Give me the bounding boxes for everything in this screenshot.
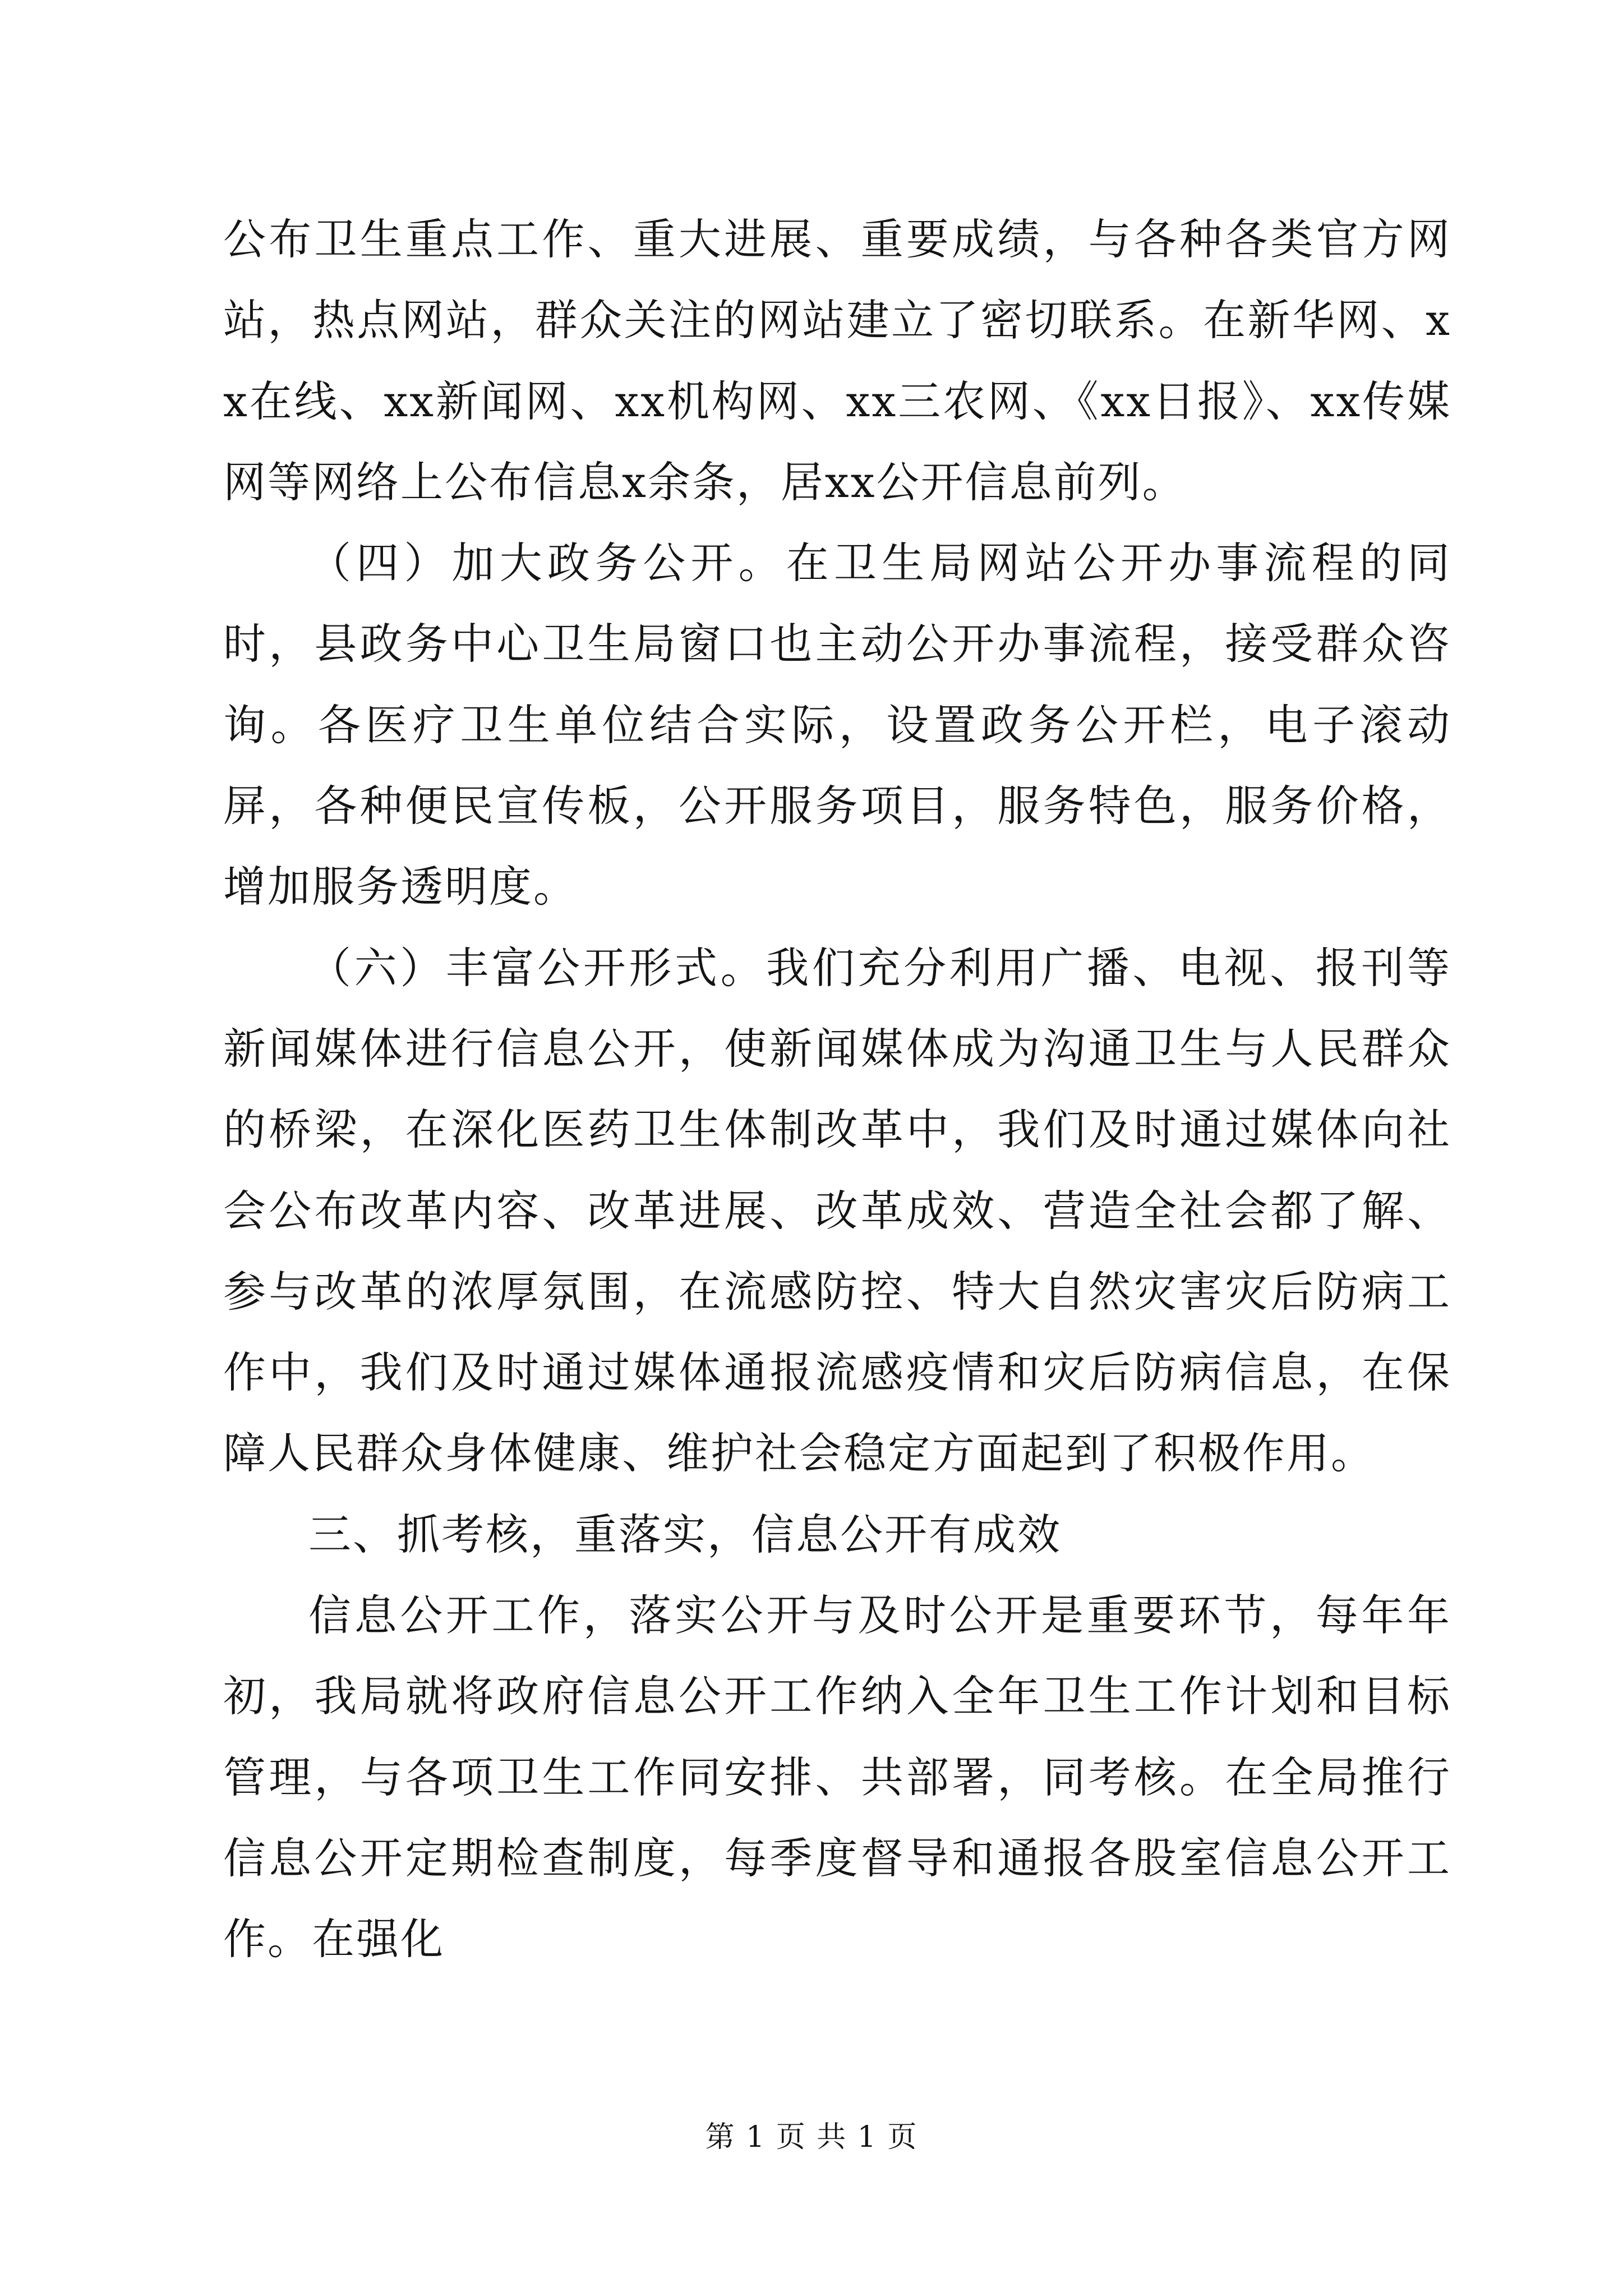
paragraph-continuation: 公布卫生重点工作、重大进展、重要成绩，与各种各类官方网站，热点网站，群众关注的网站建立了密切联系。在新华网、xx在线、xx新闻网、xx机构网、xx三农网、《xx日报》、xx传媒网等网络上公布信息x余条，居xx公开信息前列。 [223, 214, 1451, 507]
document-body [223, 199, 1451, 1980]
paragraph-final: 信息公开工作，落实公开与及时公开是重要环节，每年年初，我局就将政府信息公开工作纳入全年卫生工作计划和目标管理，与各项卫生工作同安排、共部署，同考核。在全局推行信息公开定期检查制度，每季度督导和通报各股室信息公开工作。在强化 [223, 1590, 1451, 1964]
section-heading-3: 三、抓考核，重落实，信息公开有成效 [308, 1509, 1062, 1559]
paragraph-section-6: （六）丰富公开形式。我们充分利用广播、电视、报刊等新闻媒体进行信息公开，使新闻媒体成为沟通卫生与人民群众的桥梁，在深化医药卫生体制改革中，我们及时通过媒体向社会公布改革内容、改革进展、改革成效、营造全社会都了解、参与改革的浓厚氛围，在流感防控、特大自然灾害灾后防病工作中，我们及时通过媒体通报流感疫情和灾后防病信息，在保障人民群众身体健康、维护社会稳定方面起到了积极作用。 [223, 942, 1451, 1479]
page-footer: 第 1 页 共 1 页 [705, 2120, 918, 2154]
paragraph-section-4: （四）加大政务公开。在卫生局网站公开办事流程的同时，县政务中心卫生局窗口也主动公开办事流程，接受群众咨询。各医疗卫生单位结合实际，设置政务公开栏，电子滚动屏，各种便民宣传板，公开服务项目，服务特色，服务价格，增加服务透明度。 [223, 538, 1451, 912]
